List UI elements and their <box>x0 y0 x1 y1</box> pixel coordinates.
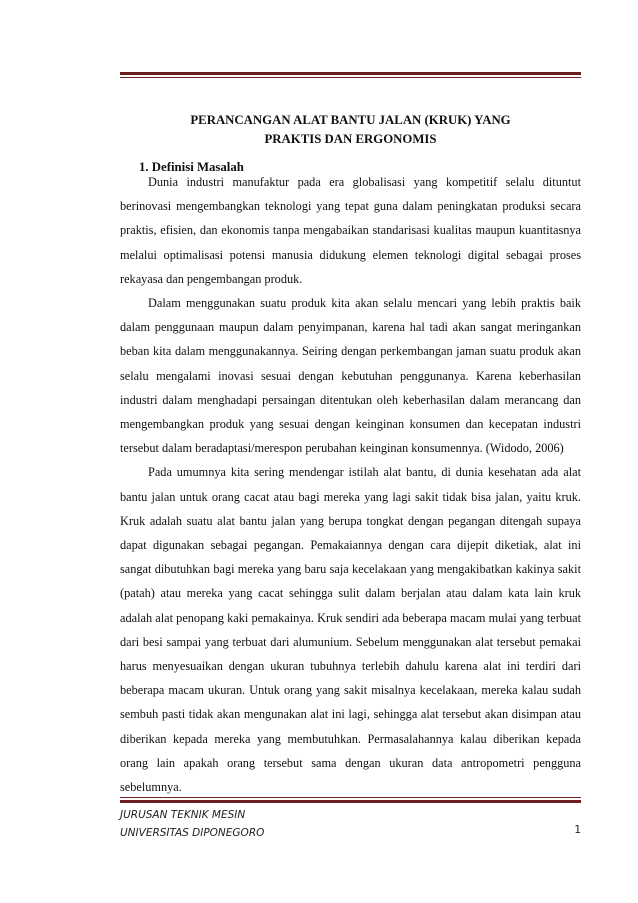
section-heading: 1. Definisi Masalah <box>139 160 244 174</box>
paragraph: Pada umumnya kita sering mendengar istilah alat bantu, di dunia kesehatan ada alat bantu jalan untuk orang cacat atau bagi mereka yang lagi sakit tidak bisa jalan, yaitu kruk. Kruk adalah suatu alat bantu jalan yang berupa tongkat dengan pegangan ditengah supaya dapat digunakan sebagai pegangan. Pemakaiannya dengan cara dijepit diketiak, alat ini sangat dibutuhkan bagi mereka yang baru saja kecelakaan yang mengakibatkan kakinya sakit (patah) atau mereka yang cacat sehingga sulit dalam berjalan atau dalam kata lain kruk adalah alat penopang kaki pemakainya. Kruk sendiri ada beberapa macam mulai yang terbuat dari besi sampai yang terbuat dari alumunium. Sebelum menggunakan alat tersebut pemakai harus menyesuaikan dengan ukuran tubuhnya terlebih dahulu karena alat ini terdiri dari beberapa macam ukuran. Untuk orang yang sakit misalnya kecelakaan, mereka kalau sudah sembuh pasti tidak akan mengunakan alat ini lagi, sehingga alat tersebut akan disimpan atau diberikan kepada mereka yang membutuhkan. Permasalahannya kalau diberikan kepada orang lain apakah orang tersebut sama dengan ukuran data antropometri pengguna sebelumnya. <box>120 465 581 795</box>
title-line-1: PERANCANGAN ALAT BANTU JALAN (KRUK) YANG <box>190 113 511 127</box>
paragraph: Dunia industri manufaktur pada era globalisasi yang kompetitif selalu dituntut berinovasi mengembangkan teknologi yang tepat guna dalam peningkatan produksi secara praktis, efisien, dan ekonomis tanpa mengabaikan standarisasi kualitas maupun kuantitasnya melalui optimalisasi potensi manusia didukung elemen teknologi digital sebagai proses rekayasa dan pengembangan produk. <box>120 175 581 286</box>
paragraph: Dalam menggunakan suatu produk kita akan selalu mencari yang lebih praktis baik dalam penggunaan maupun dalam penyimpanan, karena hal tadi akan sangat meringankan beban kita dalam menggunakannya. Seiring dengan perkembangan jaman suatu produk akan selalu mengalami inovasi sesuai dengan kebutuhan penggunanya. Karena keberhasilan industri dalam menghadapi persaingan ditentukan oleh keberhasilan dalam merancang dan mengembangkan produk yang sesuai dengan keinginan konsumen dan kecepatan industri tersebut dalam beradaptasi/merespon perubahan keinginan konsumennya. (Widodo, 2006) <box>120 296 581 456</box>
header-rule <box>120 72 581 78</box>
page-number: 1 <box>574 824 581 836</box>
document-title <box>120 111 581 149</box>
document-body <box>120 170 581 799</box>
footer-rule <box>120 797 581 803</box>
footer-university: UNIVERSITAS DIPONEGORO <box>120 827 265 839</box>
page-footer <box>120 806 581 842</box>
footer-department: JURUSAN TEKNIK MESIN <box>120 809 246 821</box>
title-line-2: PRAKTIS DAN ERGONOMIS <box>264 132 437 146</box>
